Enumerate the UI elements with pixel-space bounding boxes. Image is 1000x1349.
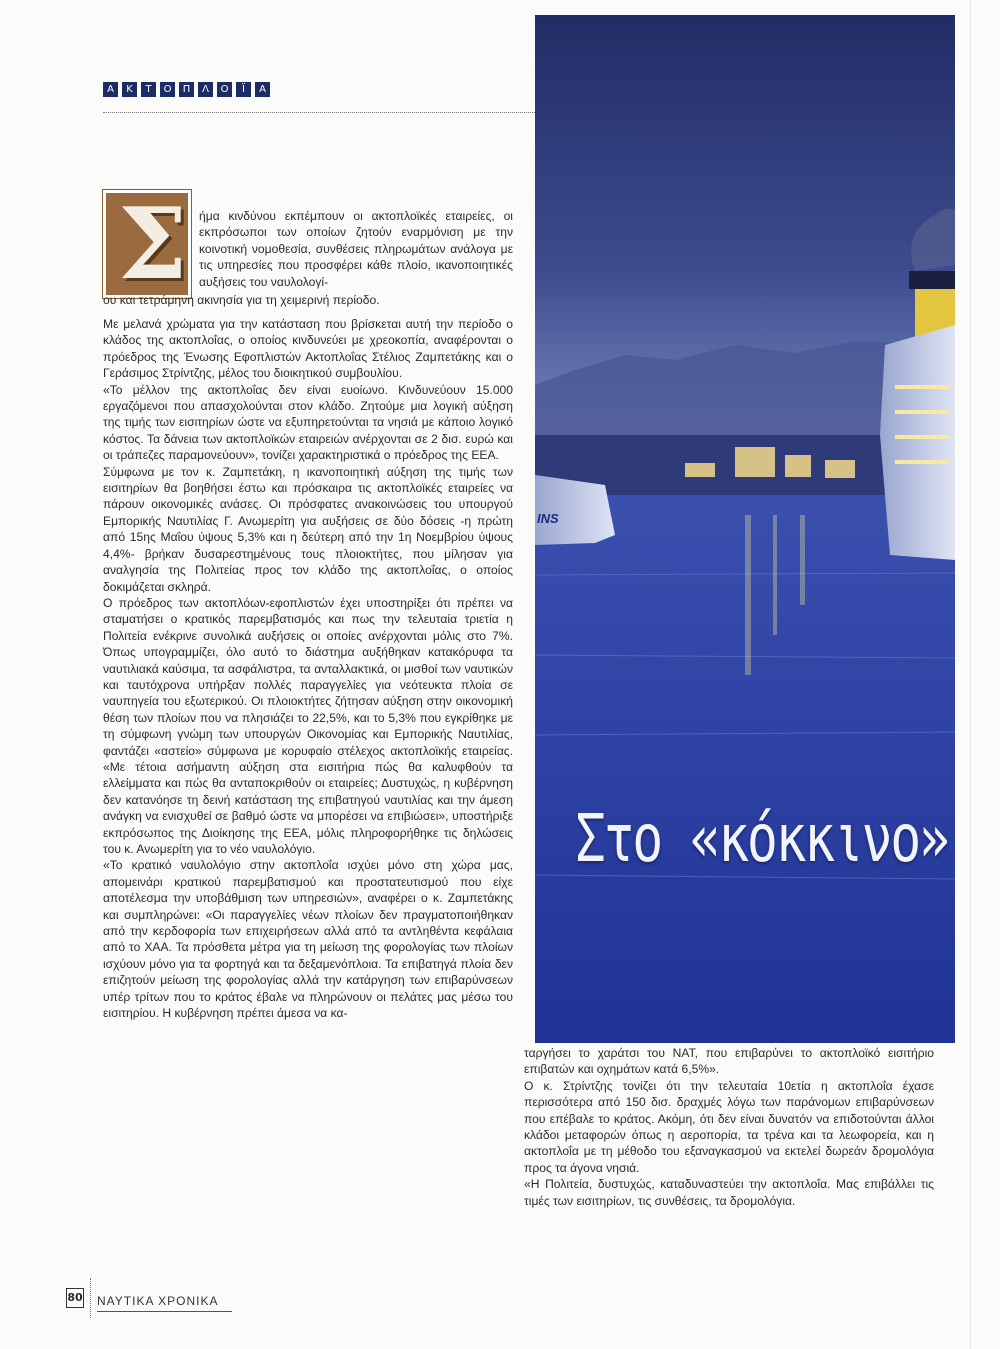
harbour-photo	[535, 15, 955, 1043]
paragraph: ταργήσει το χαράτσι του ΝΑΤ, που επιβαρύνει το ακτοπλοϊκό εισιτήριο επιβατών και οχημάτων κατά 6,5%».	[524, 1046, 934, 1077]
footer-rule	[97, 1311, 232, 1312]
section-letter: Α	[103, 82, 118, 97]
paragraph: «Η Πολιτεία, δυστυχώς, καταδυναστεύει την ακτοπλοΐα. Μας επιβάλλει τις τιμές των εισιτηρίων, τις συνθέσεις, τα δρομολόγια.	[524, 1177, 934, 1208]
magazine-name: ΝΑΥΤΙΚΑ ΧΡΟΝΙΚΑ	[97, 1294, 219, 1308]
body-column-right	[524, 1045, 934, 1209]
page-edge	[970, 0, 971, 1349]
paragraph: Σύμφωνα με τον κ. Ζαμπετάκη, η ικανοποιητική αύξηση της τιμής των εισιτηρίων θα βοηθήσει έστω και πρόσκαιρα τις ακτοπλοϊκές εταιρείες να πάρουν οικονομικές ανάσες. Οι πρόσφατες ανακοινώσεις του υπουργού Εμπορικής Ναυτιλίας Γ. Ανωμερίτη για αυξήσεις σε δύο δόσεις -η πρώτη από 15ης Μαΐου ύψους 5,3% και η δεύτερη από την 1η Νοεμβρίου ύψους 4,4%- βρήκαν δυσαρεστημένους τους πλοιοκτήτες, που μίλησαν για αναλγησία της Πολιτείας προς τον κλάδο της ακτοπλοΐας, ο οποίος δοκιμάζεται σκληρά.	[103, 464, 513, 594]
headline: Στο «κόκκινο»	[575, 800, 948, 877]
section-letter: Ο	[160, 82, 175, 97]
drop-cap	[103, 187, 191, 302]
footer-divider	[90, 1278, 91, 1318]
ferry-text: INS	[537, 511, 559, 526]
section-letter: Ο	[217, 82, 232, 97]
paragraph: Ο πρόεδρος των ακτοπλόων-εφοπλιστών έχει υποστηρίξει ότι πρέπει να σταματήσει ο κρατικός παρεμβατισμός και πως την τελευταία τριετία η Πολιτεία ενέκρινε συνολικά αυξήσεις οι οποίες ανέρχονται μόλις στο 7%. Όπως υπογραμμίζει, όλο αυτό το διάστημα αυξήθηκαν κατακόρυφα τα ναυτιλιακά καύσιμα, τα ασφάλιστρα, τα ανταλλακτικά, οι μισθοί των ναυτικών και ταυτόχρονα υπήρξαν πολλές παραγγελίες για νεότευκτα πλοία σε ναυπηγεία του εξωτερικού. Οι πλοιοκτήτες ζήτησαν αύξηση στην οικονομική θέση των πλοίων που να πλησιάζει το 22,5%, και το 5,3% που εγκρίθηκε με τη σύμφωνη γνώμη των υπουργών Οικονομίας και Εμπορικής Ναυτιλίας, φαντάζει «αστείο» σύμφωνα με κορυφαίο στέλεχος ακτοπλοϊκής εταιρείας. «Με τέτοια ασήμαντη αύξηση στα εισιτήρια πώς θα καλυφθούν τα ελλείμματα και πώς θα ανταποκριθούν οι εταιρείες; Δυστυχώς, η κυβέρνηση δεν κατανόησε τη δεινή κατάσταση της επιβατηγού ναυτιλίας και την άμεση ανάγκη να ενισχυθεί σε βαθμό ώστε να μπορέσει να επιβιώσει», υποστήριξε εκπρόσωπος της Διοίκησης της ΕΕΑ, μόλις πληροφορήθηκε τις δηλώσεις του κ. Ανωμερίτη για το νέο ναυλολόγιο.	[103, 595, 513, 856]
body-column-left	[103, 316, 513, 1021]
paragraph: «Το μέλλον της ακτοπλοΐας δεν είναι ευοίωνο. Κινδυνεύουν 15.000 εργαζόμενοι που απασχολούνται στον κλάδο. Ζητούμε μια λογική αύξηση της τιμής των εισιτηρίων ώστε να εξυπηρετούνται τα νησιά με κάποιο λογικό κόστος. Τα δάνεια των ακτοπλοϊκών εταιρειών ανέρχονται σε 2 δισ. ευρώ και οι τράπεζες παραμονεύουν», τονίζει χαρακτηριστικά ο πρόεδρος της ΕΕΑ.	[103, 382, 513, 463]
section-letter: Τ	[141, 82, 156, 97]
section-letter: Λ	[198, 82, 213, 97]
lead-paragraph-tail: ου και τετράμηνη ακινησία για τη χειμερινή περίοδο.	[103, 293, 380, 307]
section-label	[103, 82, 270, 97]
section-letter: Α	[255, 82, 270, 97]
lead-paragraph: ήμα κινδύνου εκπέμπουν οι ακτοπλοϊκές εταιρείες, οι εκπρόσωποι των οποίων ζητούν εναρμόνιση με την κοινοτική νομοθεσία, συνθέσεις πληρωμάτων ανάλογα με τις υπηρεσίες που προσφέρει κάθε πλοίο, ικανοποιητικές αυξήσεις του ναυλολογί-	[199, 209, 513, 289]
section-letter: Ϊ	[236, 82, 251, 97]
section-letter: Π	[179, 82, 194, 97]
paragraph: «Το κρατικό ναυλολόγιο στην ακτοπλοΐα ισχύει μόνο στη χώρα μας, απομεινάρι κρατικού παρεμβατισμού και προστατευτισμού που είχε αποτέλεσμα την υποβάθμιση των υπηρεσιών», αναφέρει ο κ. Ζαμπετάκης και συμπληρώνει: «Οι παραγγελίες νέων πλοίων δεν πραγματοποιήθηκαν από την κερδοφορία των επιχειρήσεων αλλά από τα αντληθέντα κεφάλαια από το ΧΑΑ. Τα πρόσθετα μέτρα για τη μείωση της φορολογίας των πλοίων ισχύουν μόνο για τα φορτηγά και τα δεξαμενόπλοια. Τα επιβατηγά πλοία δεν επιζητούν μείωση της φορολογίας αλλά την κατάργηση των επιβαρύνσεων υπέρ τρίτων που το κράτος έβαλε να πληρώνουν οι πελάτες μας μέσω του εισιτηρίου. Η κυβέρνηση πρέπει άμεσα να κα-	[103, 858, 513, 1021]
page-number: 80	[66, 1288, 84, 1308]
paragraph: Με μελανά χρώματα για την κατάσταση που βρίσκεται αυτή την περίοδο ο κλάδος της ακτοπλοΐας, ο οποίος κινδυνεύει με χρεοκοπία, αναφέρονται ο πρόεδρος της Ένωσης Εφοπλιστών Ακτοπλοΐας Στέλιος Ζαμπετάκης και ο Γεράσιμος Στρίντζης, μέλος του διοικητικού συμβουλίου.	[103, 317, 513, 381]
section-divider	[103, 112, 535, 113]
paragraph: Ο κ. Στρίντζης τονίζει ότι την τελευταία 10ετία η ακτοπλοΐα έχασε περισσότερα από 150 δισ. δραχμές λόγω των παράνομων επιβαρύνσεων που επέβαλε το κράτος. Ακόμη, ότι δεν είναι δυνατόν να επιδοτούνται άλλοι κλάδοι μεταφορών όπως η αεροπορία, τα τρένα και τα λεωφορεία, και η ακτοπλοΐα με τη μέθοδο του εξαναγκασμού να εκτελεί δωρεάν δρομολόγια προς τα άγονα νησιά.	[524, 1078, 934, 1175]
section-letter: Κ	[122, 82, 137, 97]
drop-cap-letter: Σ	[118, 187, 188, 302]
